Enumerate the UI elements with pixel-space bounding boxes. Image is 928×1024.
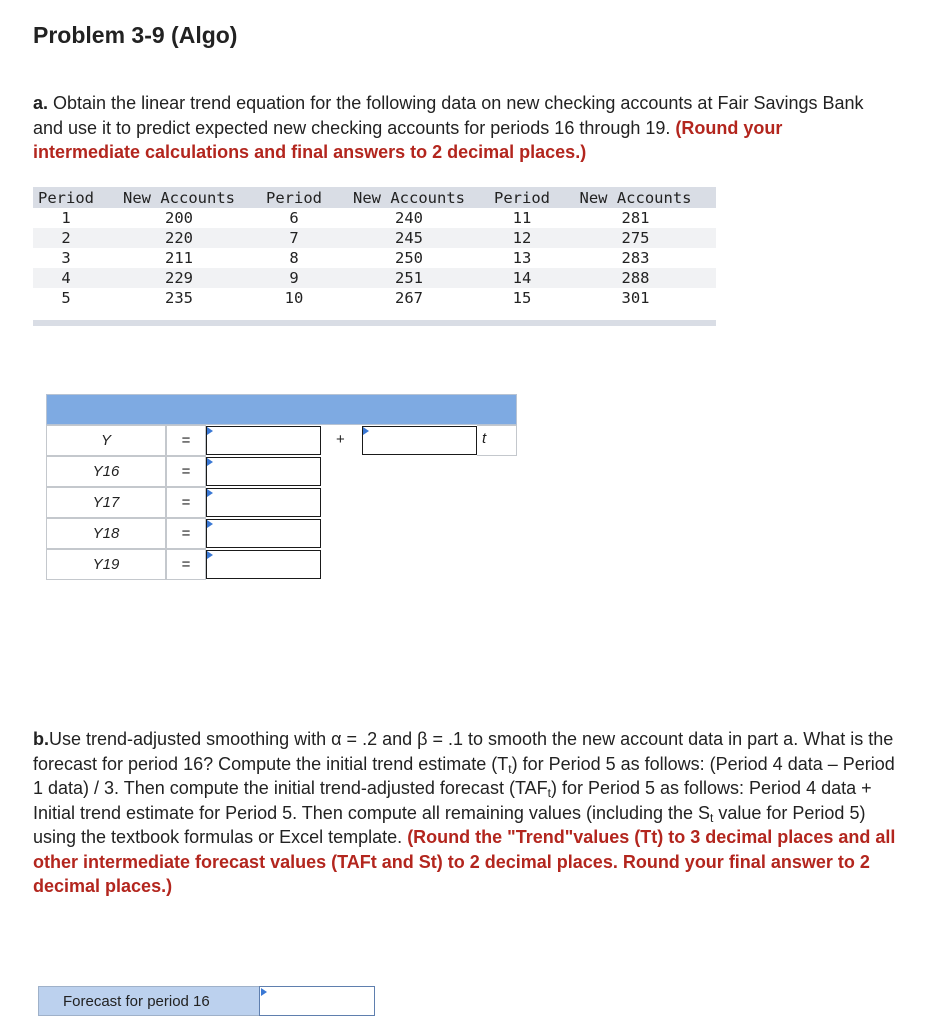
table-cell: 2	[33, 228, 99, 248]
part-b-text-3: ) for Period 5 as follows: Period 4 data + Initial trend estimate for Period 5. Then compute all remaining values (including the S	[33, 778, 872, 823]
t-variable: t	[482, 430, 487, 447]
table-cell: 14	[489, 268, 555, 288]
forecast-label: Forecast for period 16	[38, 986, 260, 1016]
intercept-input[interactable]	[206, 426, 321, 455]
equals-sign: =	[166, 549, 206, 580]
table-cell: 229	[99, 268, 259, 288]
part-a-text: Obtain the linear trend equation for the following data on new checking accounts at Fair Savings Bank and use it to predict expected new checking accounts for periods 16 through 19.	[33, 93, 864, 138]
header-period: Period	[489, 187, 555, 208]
table-cell: 240	[395, 209, 423, 227]
table-cell: 245	[329, 228, 489, 248]
part-b-text-1: Use trend-adjusted smoothing with α = .2 and β = .1 to smooth the new account data in part a. What is the forecast for period 16? Compute the initial trend estimate (T	[33, 729, 894, 774]
row-label: Y	[46, 425, 166, 456]
equals-sign: =	[166, 487, 206, 518]
table-cell: 211	[165, 249, 193, 267]
equation-row-y	[46, 425, 517, 456]
input-marker-icon	[207, 458, 213, 466]
input-marker-icon	[207, 427, 213, 435]
table-cell: 6	[289, 209, 299, 227]
table-cell: 7	[259, 228, 329, 248]
table-cell: 1	[61, 209, 71, 227]
table-cell: 4	[33, 268, 99, 288]
subscript-t: t	[508, 761, 512, 776]
equals-sign: =	[166, 518, 206, 549]
table-cell: 11	[512, 209, 532, 227]
part-b-label: b.	[33, 729, 49, 749]
table-cell: 8	[289, 249, 299, 267]
header-period: Period	[33, 187, 99, 208]
equation-row-y16	[46, 456, 517, 487]
part-a-instruction: (Round your intermediate calculations and final answers to 2 decimal places.)	[33, 117, 783, 162]
part-b-text-2: ) for Period 5 as follows: (Period 4 data – Period 1 data) / 3. Then compute the initial trend-adjusted forecast (TAF	[33, 753, 895, 798]
header-new-accounts: New Accounts	[99, 187, 259, 208]
input-marker-icon	[363, 427, 369, 435]
y16-input[interactable]	[206, 457, 321, 486]
data-table-container	[33, 187, 716, 326]
table-row	[33, 288, 716, 308]
data-table-footer-bar	[33, 320, 716, 326]
equals-sign: =	[166, 425, 206, 456]
y18-input[interactable]	[206, 519, 321, 548]
slope-input[interactable]	[362, 426, 477, 455]
table-cell: 220	[99, 228, 259, 248]
table-cell: 15	[512, 289, 532, 307]
table-cell: 13	[512, 249, 532, 267]
equation-row-y19	[46, 549, 517, 580]
subscript-t: t	[710, 810, 714, 825]
header-new-accounts: New Accounts	[555, 187, 716, 208]
table-cell: 281	[621, 209, 650, 227]
row-label: Y18	[46, 518, 166, 549]
y17-input[interactable]	[206, 488, 321, 517]
table-cell: 301	[621, 289, 650, 307]
table-cell: 283	[621, 249, 650, 267]
grid-cell	[477, 425, 517, 456]
equals-sign: =	[166, 456, 206, 487]
input-marker-icon	[207, 520, 213, 528]
table-cell: 12	[489, 228, 555, 248]
part-a-prompt	[33, 91, 893, 165]
table-cell: 250	[395, 249, 423, 267]
table-cell: 251	[329, 268, 489, 288]
input-marker-icon	[207, 489, 213, 497]
input-marker-icon	[261, 988, 267, 996]
row-label: Y19	[46, 549, 166, 580]
problem-title: Problem 3-9 (Algo)	[33, 22, 238, 48]
table-row	[33, 248, 716, 268]
row-label: Y16	[46, 456, 166, 487]
equation-row-y17	[46, 487, 517, 518]
table-cell: 9	[259, 268, 329, 288]
part-b-text-4: value for Period 5) using the textbook formulas or Excel template.	[33, 802, 866, 847]
table-cell: 10	[284, 289, 304, 307]
equation-grid-header	[46, 394, 517, 425]
subscript-t: t	[547, 786, 551, 800]
forecast-input[interactable]	[259, 986, 375, 1016]
header-period: Period	[259, 187, 329, 208]
table-cell: 5	[61, 289, 71, 307]
table-cell: 235	[165, 289, 193, 307]
input-marker-icon	[207, 551, 213, 559]
data-table	[33, 187, 716, 308]
row-label: Y17	[46, 487, 166, 518]
part-a-label: a.	[33, 93, 49, 113]
data-table-header	[33, 187, 716, 208]
table-cell: 200	[165, 209, 193, 227]
table-cell: 275	[555, 228, 716, 248]
equation-grid	[46, 394, 517, 580]
part-b-instruction: (Round the "Trend"values (Tt) to 3 decimal places and all other intermediate forecast values (TAFt and St) to 2 decimal places. Round your final answer to 2 decimal places.)	[33, 827, 896, 896]
y19-input[interactable]	[206, 550, 321, 579]
plus-sign: +	[336, 431, 345, 448]
table-cell: 288	[555, 268, 716, 288]
part-b-prompt	[33, 727, 908, 899]
equation-row-y18	[46, 518, 517, 549]
table-row	[33, 208, 716, 228]
table-row	[33, 268, 716, 288]
table-cell: 3	[61, 249, 71, 267]
table-cell: 267	[395, 289, 423, 307]
table-row	[33, 228, 716, 248]
header-new-accounts: New Accounts	[329, 187, 489, 208]
